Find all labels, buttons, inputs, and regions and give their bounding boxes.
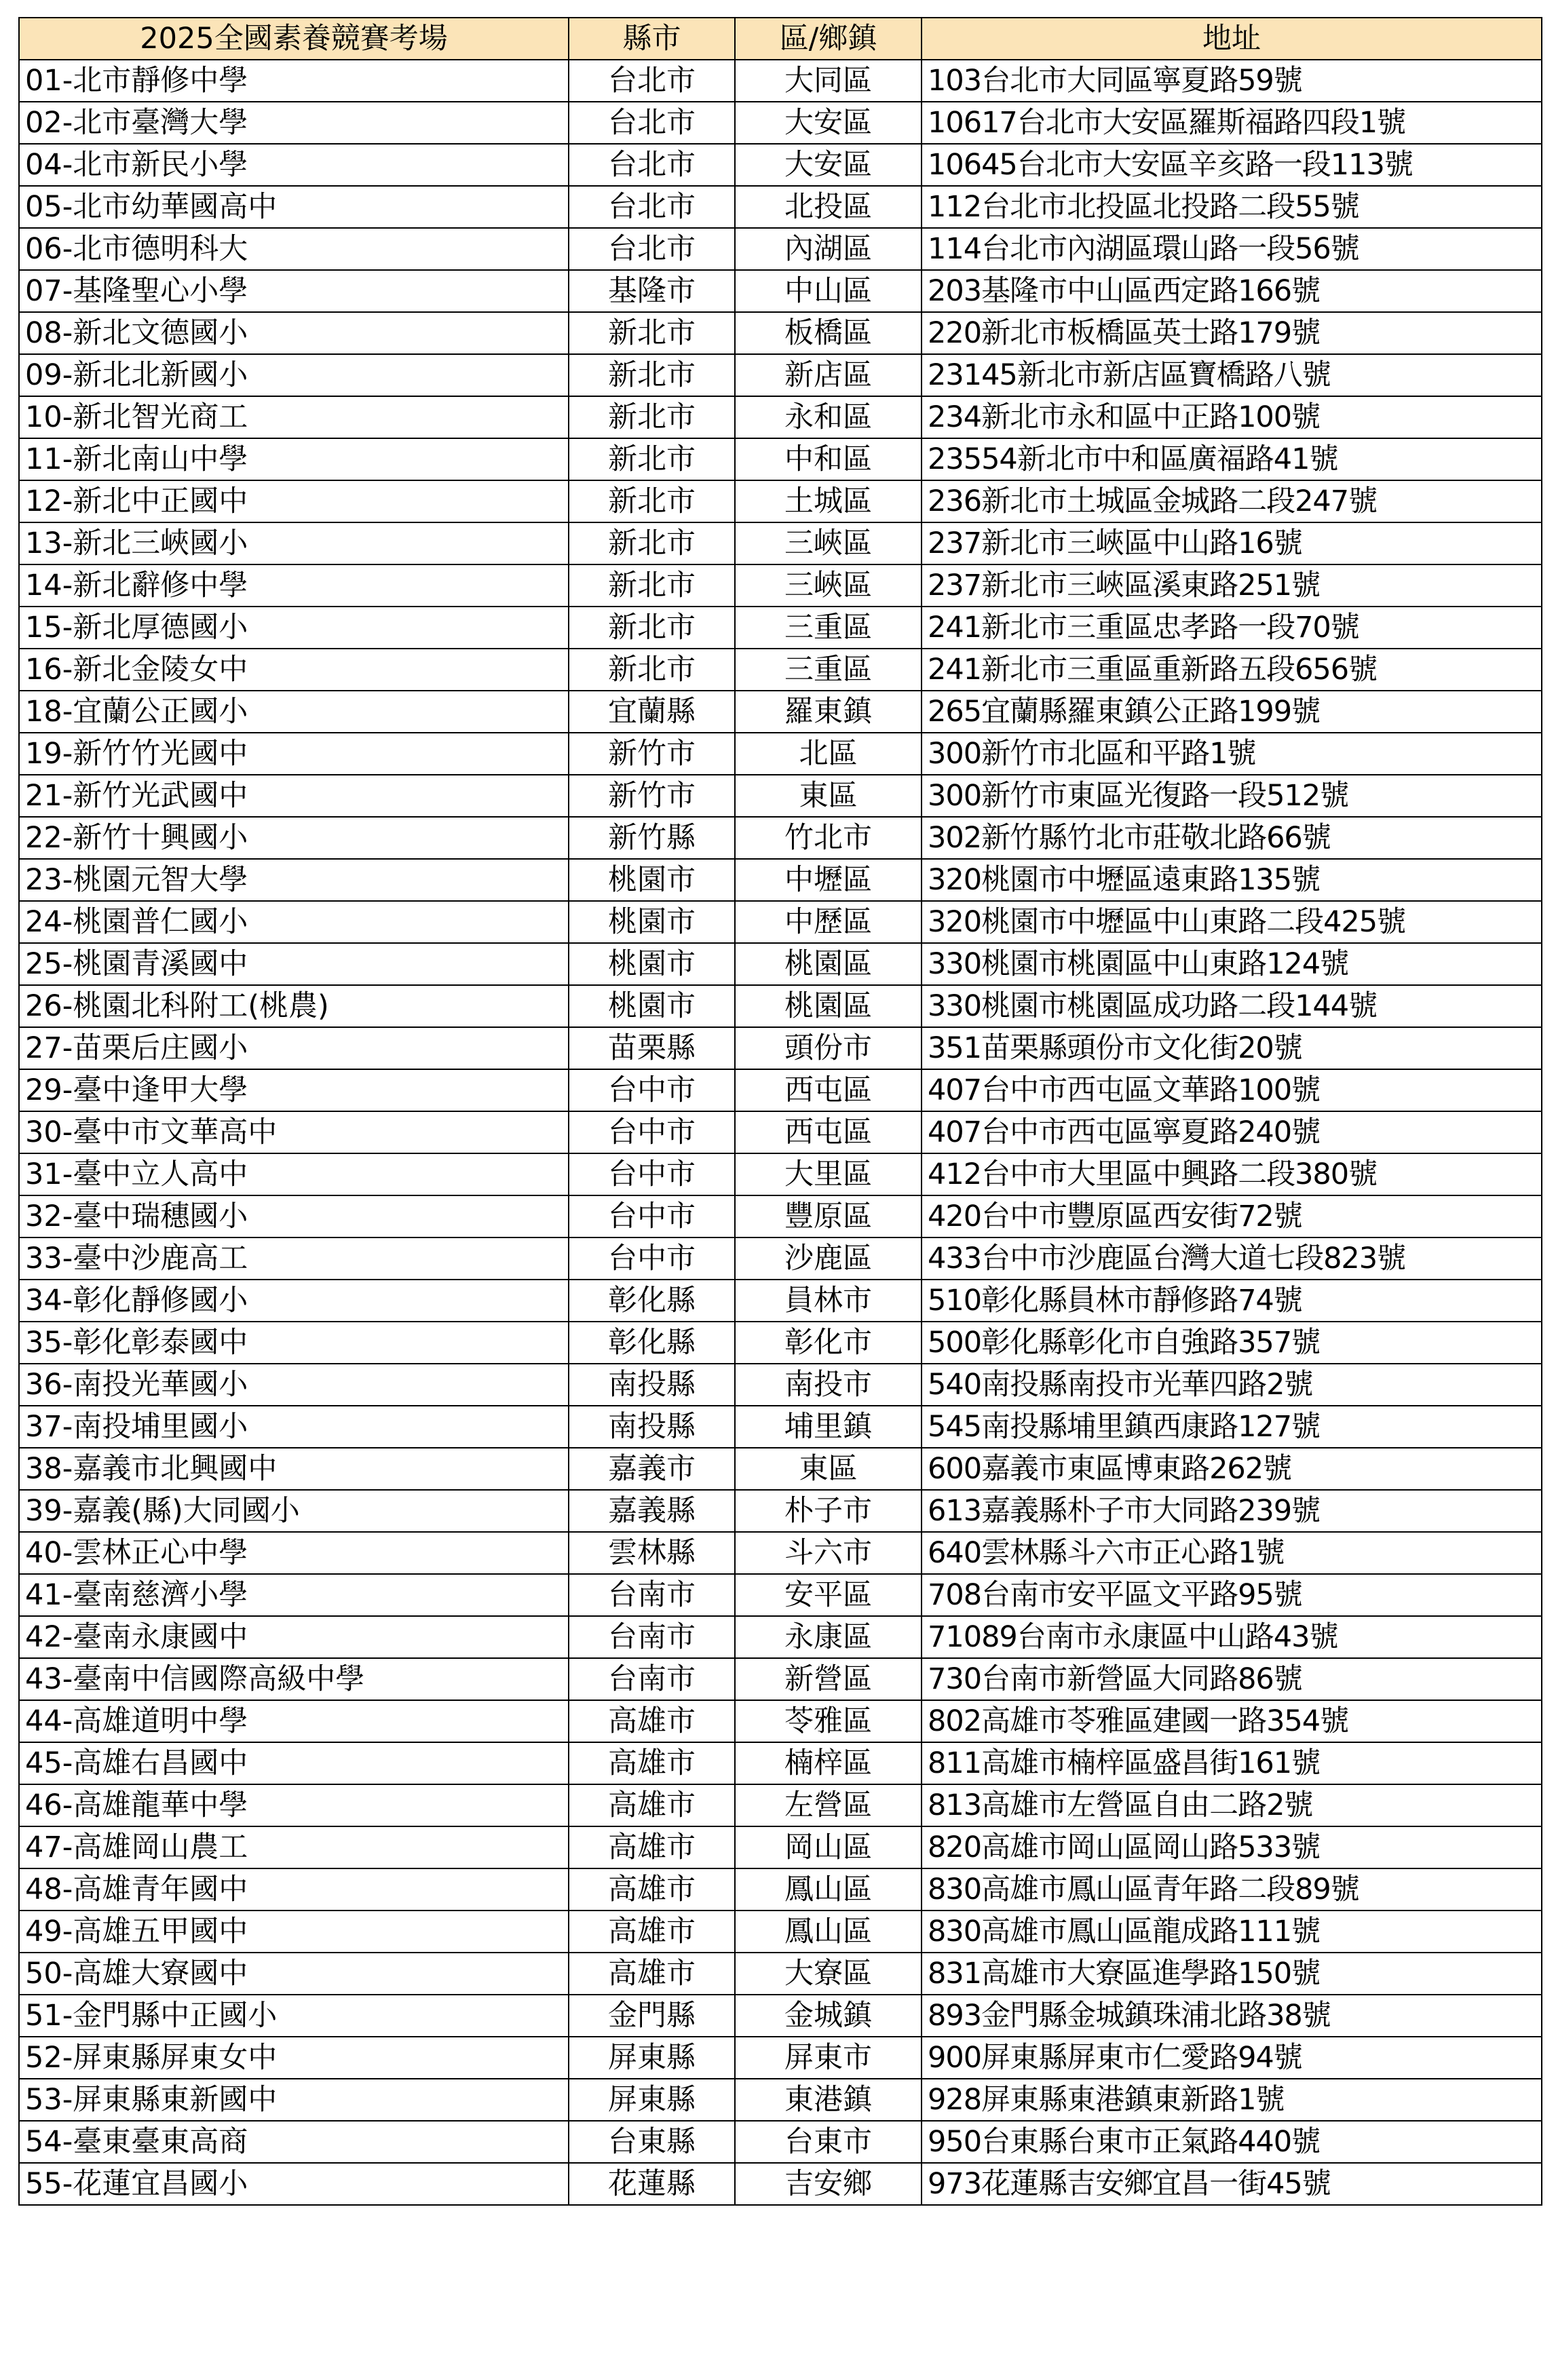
address-cell: 613嘉義縣朴子市大同路239號 <box>922 1490 1542 1532</box>
header-venue: 2025全國素養競賽考場 <box>19 18 569 60</box>
city-cell: 高雄市 <box>569 1742 735 1784</box>
venue-cell: 53-屏東縣東新國中 <box>19 2079 569 2121</box>
address-cell: 820高雄市岡山區岡山路533號 <box>922 1826 1542 1868</box>
table-row <box>19 775 1542 817</box>
table-row <box>19 564 1542 607</box>
table-row <box>19 1784 1542 1826</box>
city-cell: 台北市 <box>569 144 735 186</box>
venue-cell: 01-北市靜修中學 <box>19 60 569 102</box>
district-cell: 鳳山區 <box>735 1911 922 1953</box>
district-cell: 竹北市 <box>735 817 922 859</box>
header-district: 區/鄉鎮 <box>735 18 922 60</box>
city-cell: 新北市 <box>569 649 735 691</box>
city-cell: 基隆市 <box>569 270 735 312</box>
city-cell: 台南市 <box>569 1616 735 1658</box>
table-row <box>19 438 1542 480</box>
venue-cell: 10-新北智光商工 <box>19 396 569 438</box>
table-row <box>19 943 1542 985</box>
city-cell: 台中市 <box>569 1153 735 1195</box>
table-row <box>19 1574 1542 1616</box>
address-cell: 236新北市土城區金城路二段247號 <box>922 480 1542 522</box>
header-address: 地址 <box>922 18 1542 60</box>
venue-cell: 43-臺南中信國際高級中學 <box>19 1658 569 1700</box>
venue-cell: 45-高雄右昌國中 <box>19 1742 569 1784</box>
table-row <box>19 733 1542 775</box>
district-cell: 苓雅區 <box>735 1700 922 1742</box>
district-cell: 東港鎮 <box>735 2079 922 2121</box>
table-row <box>19 901 1542 943</box>
table-row <box>19 691 1542 733</box>
table-row <box>19 2037 1542 2079</box>
district-cell: 東區 <box>735 775 922 817</box>
district-cell: 西屯區 <box>735 1111 922 1153</box>
address-cell: 23145新北市新店區寶橋路八號 <box>922 354 1542 396</box>
venue-cell: 33-臺中沙鹿高工 <box>19 1237 569 1280</box>
table-row <box>19 2079 1542 2121</box>
city-cell: 新竹市 <box>569 775 735 817</box>
address-cell: 545南投縣埔里鎮西康路127號 <box>922 1406 1542 1448</box>
table-row <box>19 144 1542 186</box>
district-cell: 屏東市 <box>735 2037 922 2079</box>
city-cell: 台北市 <box>569 60 735 102</box>
venue-cell: 40-雲林正心中學 <box>19 1532 569 1574</box>
venue-cell: 30-臺中市文華高中 <box>19 1111 569 1153</box>
district-cell: 新營區 <box>735 1658 922 1700</box>
address-cell: 351苗栗縣頭份市文化街20號 <box>922 1027 1542 1069</box>
venue-cell: 41-臺南慈濟小學 <box>19 1574 569 1616</box>
venue-cell: 50-高雄大寮國中 <box>19 1953 569 1995</box>
city-cell: 花蓮縣 <box>569 2163 735 2205</box>
district-cell: 大安區 <box>735 102 922 144</box>
venue-cell: 04-北市新民小學 <box>19 144 569 186</box>
table-row <box>19 859 1542 901</box>
city-cell: 新竹市 <box>569 733 735 775</box>
city-cell: 苗栗縣 <box>569 1027 735 1069</box>
city-cell: 新北市 <box>569 564 735 607</box>
table-row <box>19 1490 1542 1532</box>
table-row <box>19 1322 1542 1364</box>
district-cell: 中壢區 <box>735 859 922 901</box>
header-city: 縣市 <box>569 18 735 60</box>
venue-cell: 48-高雄青年國中 <box>19 1868 569 1911</box>
address-cell: 114台北市內湖區環山路一段56號 <box>922 228 1542 270</box>
city-cell: 屏東縣 <box>569 2079 735 2121</box>
table-row <box>19 1448 1542 1490</box>
address-cell: 320桃園市中壢區中山東路二段425號 <box>922 901 1542 943</box>
district-cell: 三重區 <box>735 607 922 649</box>
district-cell: 大寮區 <box>735 1953 922 1995</box>
address-cell: 112台北市北投區北投路二段55號 <box>922 186 1542 228</box>
table-row <box>19 2121 1542 2163</box>
venue-cell: 34-彰化靜修國小 <box>19 1280 569 1322</box>
table-row <box>19 186 1542 228</box>
table-row <box>19 102 1542 144</box>
table-row <box>19 1742 1542 1784</box>
city-cell: 台南市 <box>569 1658 735 1700</box>
venue-cell: 22-新竹十興國小 <box>19 817 569 859</box>
venue-cell: 38-嘉義市北興國中 <box>19 1448 569 1490</box>
city-cell: 台北市 <box>569 102 735 144</box>
table-row <box>19 270 1542 312</box>
table-row <box>19 1406 1542 1448</box>
address-cell: 420台中市豐原區西安街72號 <box>922 1195 1542 1237</box>
city-cell: 南投縣 <box>569 1364 735 1406</box>
venue-cell: 12-新北中正國中 <box>19 480 569 522</box>
city-cell: 彰化縣 <box>569 1280 735 1322</box>
district-cell: 中歷區 <box>735 901 922 943</box>
table-row <box>19 1658 1542 1700</box>
table-row <box>19 522 1542 564</box>
district-cell: 土城區 <box>735 480 922 522</box>
city-cell: 高雄市 <box>569 1700 735 1742</box>
venue-cell: 09-新北北新國小 <box>19 354 569 396</box>
district-cell: 南投市 <box>735 1364 922 1406</box>
city-cell: 高雄市 <box>569 1784 735 1826</box>
district-cell: 三重區 <box>735 649 922 691</box>
city-cell: 新北市 <box>569 354 735 396</box>
venue-cell: 24-桃園普仁國小 <box>19 901 569 943</box>
venue-cell: 55-花蓮宜昌國小 <box>19 2163 569 2205</box>
address-cell: 900屏東縣屏東市仁愛路94號 <box>922 2037 1542 2079</box>
address-cell: 540南投縣南投市光華四路2號 <box>922 1364 1542 1406</box>
address-cell: 893金門縣金城鎮珠浦北路38號 <box>922 1995 1542 2037</box>
table-row <box>19 1027 1542 1069</box>
city-cell: 台中市 <box>569 1237 735 1280</box>
venue-cell: 13-新北三峽國小 <box>19 522 569 564</box>
district-cell: 羅東鎮 <box>735 691 922 733</box>
venue-cell: 36-南投光華國小 <box>19 1364 569 1406</box>
address-cell: 412台中市大里區中興路二段380號 <box>922 1153 1542 1195</box>
table-row <box>19 649 1542 691</box>
district-cell: 朴子市 <box>735 1490 922 1532</box>
address-cell: 103台北市大同區寧夏路59號 <box>922 60 1542 102</box>
table-row <box>19 1195 1542 1237</box>
district-cell: 金城鎮 <box>735 1995 922 2037</box>
district-cell: 新店區 <box>735 354 922 396</box>
district-cell: 左營區 <box>735 1784 922 1826</box>
city-cell: 桃園市 <box>569 943 735 985</box>
district-cell: 中山區 <box>735 270 922 312</box>
venue-cell: 49-高雄五甲國中 <box>19 1911 569 1953</box>
district-cell: 大安區 <box>735 144 922 186</box>
address-cell: 407台中市西屯區文華路100號 <box>922 1069 1542 1111</box>
venue-cell: 26-桃園北科附工(桃農) <box>19 985 569 1027</box>
district-cell: 永和區 <box>735 396 922 438</box>
venue-cell: 06-北市德明科大 <box>19 228 569 270</box>
district-cell: 豐原區 <box>735 1195 922 1237</box>
district-cell: 吉安鄉 <box>735 2163 922 2205</box>
venue-cell: 37-南投埔里國小 <box>19 1406 569 1448</box>
city-cell: 新北市 <box>569 480 735 522</box>
district-cell: 北區 <box>735 733 922 775</box>
address-cell: 241新北市三重區忠孝路一段70號 <box>922 607 1542 649</box>
district-cell: 東區 <box>735 1448 922 1490</box>
address-cell: 830高雄市鳳山區龍成路111號 <box>922 1911 1542 1953</box>
city-cell: 高雄市 <box>569 1953 735 1995</box>
city-cell: 台北市 <box>569 186 735 228</box>
venue-cell: 11-新北南山中學 <box>19 438 569 480</box>
venue-cell: 14-新北辭修中學 <box>19 564 569 607</box>
table-row <box>19 396 1542 438</box>
district-cell: 安平區 <box>735 1574 922 1616</box>
city-cell: 屏東縣 <box>569 2037 735 2079</box>
table-row <box>19 1237 1542 1280</box>
city-cell: 桃園市 <box>569 859 735 901</box>
address-cell: 237新北市三峽區溪東路251號 <box>922 564 1542 607</box>
address-cell: 802高雄市苓雅區建國一路354號 <box>922 1700 1542 1742</box>
city-cell: 台中市 <box>569 1195 735 1237</box>
table-row <box>19 1364 1542 1406</box>
district-cell: 北投區 <box>735 186 922 228</box>
district-cell: 三峽區 <box>735 564 922 607</box>
address-cell: 730台南市新營區大同路86號 <box>922 1658 1542 1700</box>
venue-cell: 07-基隆聖心小學 <box>19 270 569 312</box>
address-cell: 973花蓮縣吉安鄉宜昌一街45號 <box>922 2163 1542 2205</box>
venue-cell: 35-彰化彰泰國中 <box>19 1322 569 1364</box>
district-cell: 岡山區 <box>735 1826 922 1868</box>
city-cell: 新北市 <box>569 438 735 480</box>
venue-cell: 29-臺中逢甲大學 <box>19 1069 569 1111</box>
table-row <box>19 1111 1542 1153</box>
venue-cell: 05-北市幼華國高中 <box>19 186 569 228</box>
venue-cell: 42-臺南永康國中 <box>19 1616 569 1658</box>
city-cell: 高雄市 <box>569 1868 735 1911</box>
venue-cell: 27-苗栗后庄國小 <box>19 1027 569 1069</box>
table-row <box>19 1953 1542 1995</box>
district-cell: 大里區 <box>735 1153 922 1195</box>
address-cell: 811高雄市楠梓區盛昌街161號 <box>922 1742 1542 1784</box>
address-cell: 10645台北市大安區辛亥路一段113號 <box>922 144 1542 186</box>
address-cell: 203基隆市中山區西定路166號 <box>922 270 1542 312</box>
city-cell: 台南市 <box>569 1574 735 1616</box>
address-cell: 10617台北市大安區羅斯福路四段1號 <box>922 102 1542 144</box>
address-cell: 23554新北市中和區廣福路41號 <box>922 438 1542 480</box>
district-cell: 板橋區 <box>735 312 922 354</box>
venue-cell: 25-桃園青溪國中 <box>19 943 569 985</box>
table-row <box>19 1868 1542 1911</box>
city-cell: 新北市 <box>569 522 735 564</box>
address-cell: 813高雄市左營區自由二路2號 <box>922 1784 1542 1826</box>
city-cell: 台中市 <box>569 1069 735 1111</box>
district-cell: 台東市 <box>735 2121 922 2163</box>
district-cell: 員林市 <box>735 1280 922 1322</box>
address-cell: 300新竹市北區和平路1號 <box>922 733 1542 775</box>
table-row <box>19 985 1542 1027</box>
address-cell: 320桃園市中壢區遠東路135號 <box>922 859 1542 901</box>
city-cell: 新北市 <box>569 607 735 649</box>
table-row <box>19 1069 1542 1111</box>
table-row <box>19 312 1542 354</box>
address-cell: 302新竹縣竹北市莊敬北路66號 <box>922 817 1542 859</box>
table-row <box>19 480 1542 522</box>
address-cell: 330桃園市桃園區中山東路124號 <box>922 943 1542 985</box>
district-cell: 中和區 <box>735 438 922 480</box>
district-cell: 沙鹿區 <box>735 1237 922 1280</box>
venue-cell: 02-北市臺灣大學 <box>19 102 569 144</box>
venue-cell: 44-高雄道明中學 <box>19 1700 569 1742</box>
district-cell: 大同區 <box>735 60 922 102</box>
city-cell: 台中市 <box>569 1111 735 1153</box>
venue-cell: 23-桃園元智大學 <box>19 859 569 901</box>
venue-cell: 18-宜蘭公正國小 <box>19 691 569 733</box>
city-cell: 台東縣 <box>569 2121 735 2163</box>
venue-table-body <box>19 60 1542 2205</box>
venue-cell: 54-臺東臺東高商 <box>19 2121 569 2163</box>
city-cell: 新竹縣 <box>569 817 735 859</box>
venue-cell: 08-新北文德國小 <box>19 312 569 354</box>
district-cell: 埔里鎮 <box>735 1406 922 1448</box>
venue-cell: 51-金門縣中正國小 <box>19 1995 569 2037</box>
table-row <box>19 1616 1542 1658</box>
table-row <box>19 1826 1542 1868</box>
table-row <box>19 60 1542 102</box>
address-cell: 830高雄市鳳山區青年路二段89號 <box>922 1868 1542 1911</box>
city-cell: 雲林縣 <box>569 1532 735 1574</box>
table-row <box>19 817 1542 859</box>
city-cell: 南投縣 <box>569 1406 735 1448</box>
address-cell: 433台中市沙鹿區台灣大道七段823號 <box>922 1237 1542 1280</box>
city-cell: 金門縣 <box>569 1995 735 2037</box>
city-cell: 新北市 <box>569 396 735 438</box>
district-cell: 楠梓區 <box>735 1742 922 1784</box>
city-cell: 新北市 <box>569 312 735 354</box>
district-cell: 三峽區 <box>735 522 922 564</box>
city-cell: 嘉義縣 <box>569 1490 735 1532</box>
address-cell: 500彰化縣彰化市自強路357號 <box>922 1322 1542 1364</box>
header-row <box>19 18 1542 60</box>
table-row <box>19 354 1542 396</box>
district-cell: 桃園區 <box>735 985 922 1027</box>
address-cell: 407台中市西屯區寧夏路240號 <box>922 1111 1542 1153</box>
address-cell: 928屏東縣東港鎮東新路1號 <box>922 2079 1542 2121</box>
district-cell: 頭份市 <box>735 1027 922 1069</box>
table-row <box>19 1532 1542 1574</box>
address-cell: 600嘉義市東區博東路262號 <box>922 1448 1542 1490</box>
venue-cell: 19-新竹竹光國中 <box>19 733 569 775</box>
city-cell: 桃園市 <box>569 901 735 943</box>
address-cell: 265宜蘭縣羅東鎮公正路199號 <box>922 691 1542 733</box>
district-cell: 斗六市 <box>735 1532 922 1574</box>
table-row <box>19 1995 1542 2037</box>
table-row <box>19 607 1542 649</box>
address-cell: 237新北市三峽區中山路16號 <box>922 522 1542 564</box>
venue-cell: 15-新北厚德國小 <box>19 607 569 649</box>
district-cell: 永康區 <box>735 1616 922 1658</box>
address-cell: 831高雄市大寮區進學路150號 <box>922 1953 1542 1995</box>
address-cell: 330桃園市桃園區成功路二段144號 <box>922 985 1542 1027</box>
city-cell: 高雄市 <box>569 1826 735 1868</box>
venue-cell: 31-臺中立人高中 <box>19 1153 569 1195</box>
venue-cell: 39-嘉義(縣)大同國小 <box>19 1490 569 1532</box>
district-cell: 內湖區 <box>735 228 922 270</box>
venue-cell: 16-新北金陵女中 <box>19 649 569 691</box>
city-cell: 台北市 <box>569 228 735 270</box>
address-cell: 300新竹市東區光復路一段512號 <box>922 775 1542 817</box>
address-cell: 950台東縣台東市正氣路440號 <box>922 2121 1542 2163</box>
venue-cell: 47-高雄岡山農工 <box>19 1826 569 1868</box>
table-row <box>19 1280 1542 1322</box>
city-cell: 宜蘭縣 <box>569 691 735 733</box>
venue-table <box>18 17 1542 2206</box>
district-cell: 彰化市 <box>735 1322 922 1364</box>
address-cell: 708台南市安平區文平路95號 <box>922 1574 1542 1616</box>
city-cell: 嘉義市 <box>569 1448 735 1490</box>
city-cell: 高雄市 <box>569 1911 735 1953</box>
venue-cell: 21-新竹光武國中 <box>19 775 569 817</box>
address-cell: 640雲林縣斗六市正心路1號 <box>922 1532 1542 1574</box>
table-row <box>19 1700 1542 1742</box>
table-row <box>19 228 1542 270</box>
district-cell: 西屯區 <box>735 1069 922 1111</box>
address-cell: 510彰化縣員林市靜修路74號 <box>922 1280 1542 1322</box>
venue-cell: 32-臺中瑞穗國小 <box>19 1195 569 1237</box>
district-cell: 桃園區 <box>735 943 922 985</box>
address-cell: 71089台南市永康區中山路43號 <box>922 1616 1542 1658</box>
city-cell: 彰化縣 <box>569 1322 735 1364</box>
venue-cell: 52-屏東縣屏東女中 <box>19 2037 569 2079</box>
address-cell: 220新北市板橋區英士路179號 <box>922 312 1542 354</box>
table-row <box>19 2163 1542 2205</box>
address-cell: 234新北市永和區中正路100號 <box>922 396 1542 438</box>
venue-cell: 46-高雄龍華中學 <box>19 1784 569 1826</box>
city-cell: 桃園市 <box>569 985 735 1027</box>
district-cell: 鳳山區 <box>735 1868 922 1911</box>
table-row <box>19 1153 1542 1195</box>
table-row <box>19 1911 1542 1953</box>
address-cell: 241新北市三重區重新路五段656號 <box>922 649 1542 691</box>
